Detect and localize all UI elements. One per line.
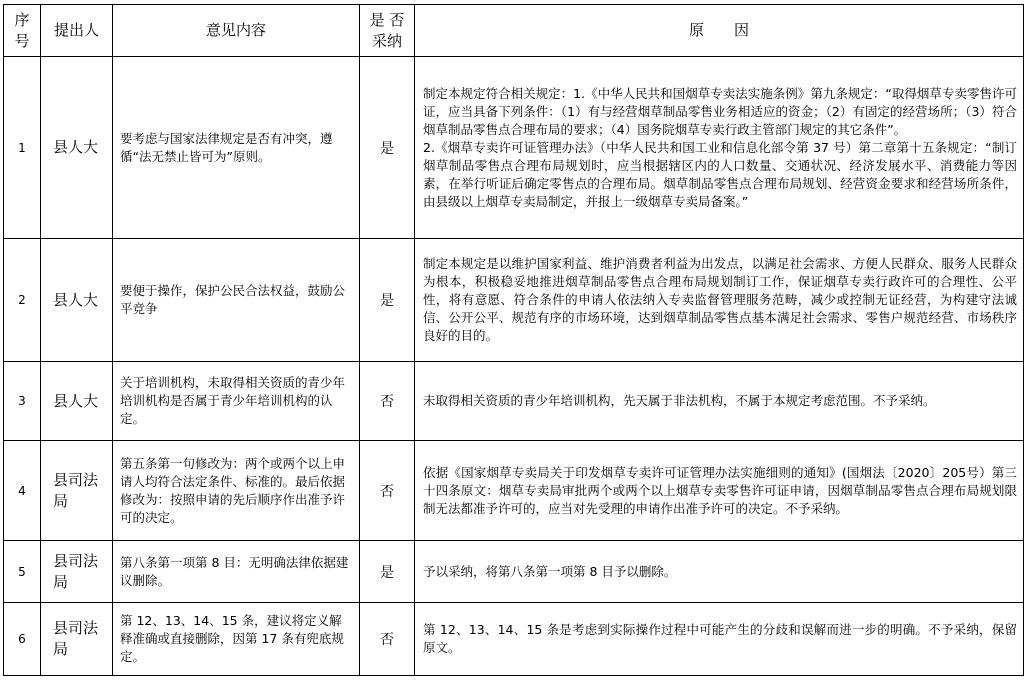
row-proposer: 县人大 bbox=[41, 239, 113, 362]
row-opinion: 关于培训机构，未取得相关资质的青少年培训机构是否属于青少年培训机构的认定。 bbox=[113, 362, 360, 441]
row-seq: 2 bbox=[4, 239, 41, 362]
row-adopted: 否 bbox=[360, 441, 415, 541]
row-proposer: 县司法 局 bbox=[41, 441, 113, 541]
row-opinion: 要便于操作，保护公民合法权益，鼓励公平竞争 bbox=[113, 239, 360, 362]
table-row bbox=[4, 441, 1024, 541]
opinion-table bbox=[3, 4, 1024, 676]
row-reason: 依据《国家烟草专卖局关于印发烟草专卖许可证管理办法实施细则的通知》(国烟法〔2020〕205号）第三十四条原文：烟草专卖局审批两个或两个以上烟草专卖零售许可证申请，因烟草制品零售点合理布局规划限制无法都准予许可的，应当对先受理的申请作出准予许可的决定。不予采纳。 bbox=[415, 441, 1024, 541]
table-row bbox=[4, 57, 1024, 239]
row-reason: 制定本规定符合相关规定：1.《中华人民共和国烟草专卖法实施条例》第九条规定：“取得烟草专卖零售许可证，应当具备下列条件：（1）有与经营烟草制品零售业务相适应的资金；（2）有固定的经营场所；（3）符合烟草制品零售点合理布局的要求；（4）国务院烟草专卖行政主管部门规定的其它条件”。 2.《烟草专卖许可证管理办法》（中华人民共和国工业和信息化部令第 37 号）第二章第十五条规定：“制订烟草制品零售点合理布局规划时，应当根据辖区内的人口数量、交通状况、经济发展水平、消费能力等因素，在举行听证后确定零售点的合理布局。烟草制品零售点合理布局规划、经营资金要求和经营场所条件，由县级以上烟草专卖局制定，并报上一级烟草专卖局备案。” bbox=[415, 57, 1024, 239]
row-adopted: 是 bbox=[360, 57, 415, 239]
header-adopted: 是 否 采纳 bbox=[360, 5, 415, 57]
header-proposer: 提出人 bbox=[41, 5, 113, 57]
row-adopted: 是 bbox=[360, 239, 415, 362]
row-seq: 3 bbox=[4, 362, 41, 441]
row-reason: 予以采纳，将第八条第一项第 8 目予以删除。 bbox=[415, 541, 1024, 603]
row-adopted: 否 bbox=[360, 603, 415, 676]
row-reason: 第 12、13、14、15 条是考虑到实际操作过程中可能产生的分歧和误解而进一步的明确。不予采纳，保留原文。 bbox=[415, 603, 1024, 676]
header-reason: 原 因 bbox=[415, 5, 1024, 57]
row-reason: 制定本规定是以维护国家利益、维护消费者利益为出发点，以满足社会需求、方便人民群众、服务人民群众为根本，积极稳妥地推进烟草制品零售点合理布局规划制订工作，保证烟草专卖行政许可的合理性、公平性，将有意愿、符合条件的申请人依法纳入专卖监督管理服务范畴，减少或控制无证经营，为构建守法诚信、公开公平、规范有序的市场环境，达到烟草制品零售点基本满足社会需求、零售户规范经营、市场秩序良好的目的。 bbox=[415, 239, 1024, 362]
row-seq: 4 bbox=[4, 441, 41, 541]
row-proposer: 县司法 局 bbox=[41, 541, 113, 603]
row-adopted: 是 bbox=[360, 541, 415, 603]
row-opinion: 要考虑与国家法律规定是否有冲突，遵循“法无禁止皆可为”原则。 bbox=[113, 57, 360, 239]
row-proposer: 县司法 局 bbox=[41, 603, 113, 676]
table-row bbox=[4, 239, 1024, 362]
row-reason: 未取得相关资质的青少年培训机构，先天属于非法机构，不属于本规定考虑范围。不予采纳。 bbox=[415, 362, 1024, 441]
row-seq: 6 bbox=[4, 603, 41, 676]
header-seq: 序 号 bbox=[4, 5, 41, 57]
row-seq: 5 bbox=[4, 541, 41, 603]
header-opinion: 意见内容 bbox=[113, 5, 360, 57]
row-opinion: 第 12、13、14、15 条，建议将定义解释准确或直接删除，因第 17 条有兜底规定。 bbox=[113, 603, 360, 676]
row-proposer: 县人大 bbox=[41, 362, 113, 441]
row-proposer: 县人大 bbox=[41, 57, 113, 239]
table-row bbox=[4, 362, 1024, 441]
row-seq: 1 bbox=[4, 57, 41, 239]
row-opinion: 第五条第一句修改为：两个或两个以上申请人均符合法定条件、标准的。最后依据修改为：按照申请的先后顺序作出准予许可的决定。 bbox=[113, 441, 360, 541]
table-header-row bbox=[4, 5, 1024, 57]
row-adopted: 否 bbox=[360, 362, 415, 441]
table-row bbox=[4, 603, 1024, 676]
row-opinion: 第八条第一项第 8 目：无明确法律依据建议删除。 bbox=[113, 541, 360, 603]
table-row bbox=[4, 541, 1024, 603]
